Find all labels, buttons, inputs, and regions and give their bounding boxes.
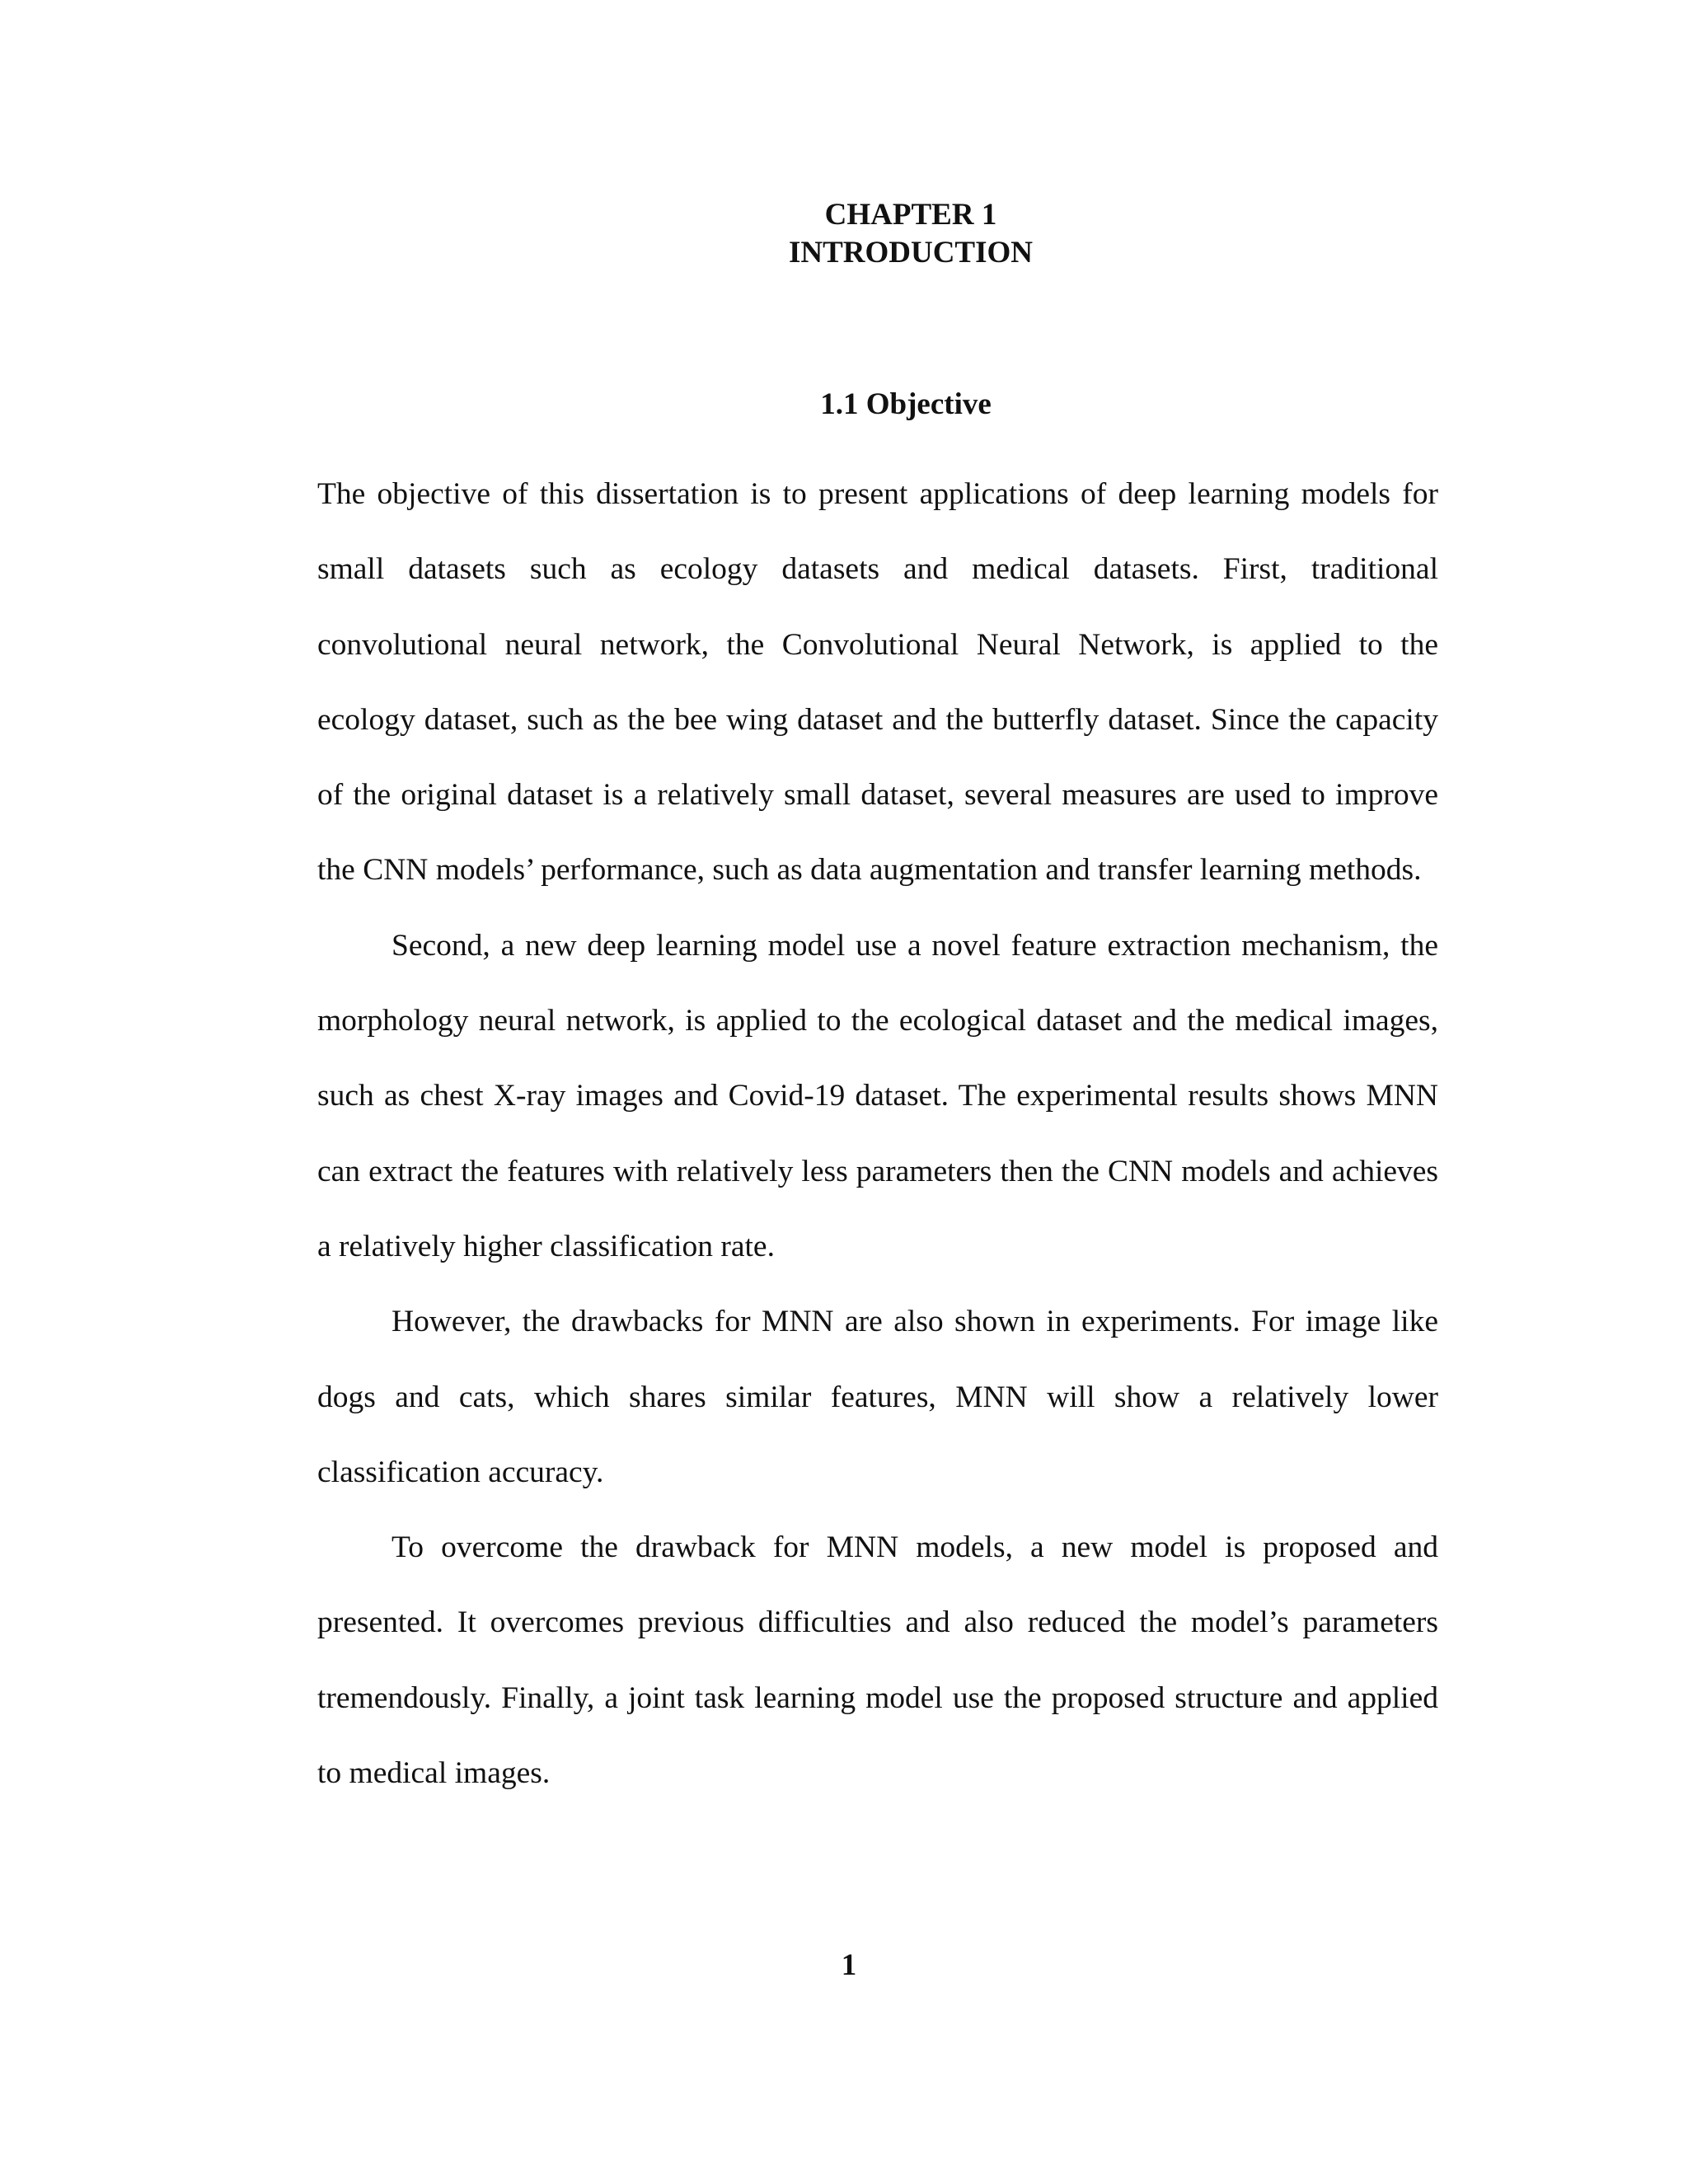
body-text — [317, 457, 1438, 1811]
chapter-number: CHAPTER 1 — [824, 198, 997, 232]
chapter-heading — [0, 196, 1688, 272]
section-heading: 1.1 Objective — [820, 387, 992, 421]
paragraph-3: However, the drawbacks for MNN are also shown in experiments. For image like dogs and cats, which shares similar features, MNN will show a relatively lower classification accuracy. — [317, 1305, 1438, 1489]
page-number: 1 — [841, 1948, 857, 1982]
paragraph-1: The objective of this dissertation is to present applications of deep learning models for small datasets such as ecology datasets and medical datasets. First, traditional convolutional neural network, the Convolutional Neural Network, is applied to the ecology dataset, such as the bee wing dataset and the butterfly dataset. Since the capacity of the original dataset is a relatively small dataset, several measures are used to improve the CNN models’ performance, such as data augmentation and transfer learning methods. — [317, 477, 1438, 888]
paragraph-4: To overcome the drawback for MNN models, a new model is proposed and presented. It overcomes previous difficulties and also reduced the model’s parameters tremendously. Finally, a joint task learning model use the proposed structure and applied to medical images. — [317, 1530, 1438, 1791]
chapter-title: INTRODUCTION — [788, 236, 1034, 269]
paragraph-2: Second, a new deep learning model use a novel feature extraction mechanism, the morphology neural network, is applied to the ecological dataset and the medical images, such as chest X-ray images and Covid-19 dataset. The experimental results shows MNN can extract the features with relatively less parameters then the CNN models and achieves a relatively higher classification rate. — [317, 928, 1438, 1263]
